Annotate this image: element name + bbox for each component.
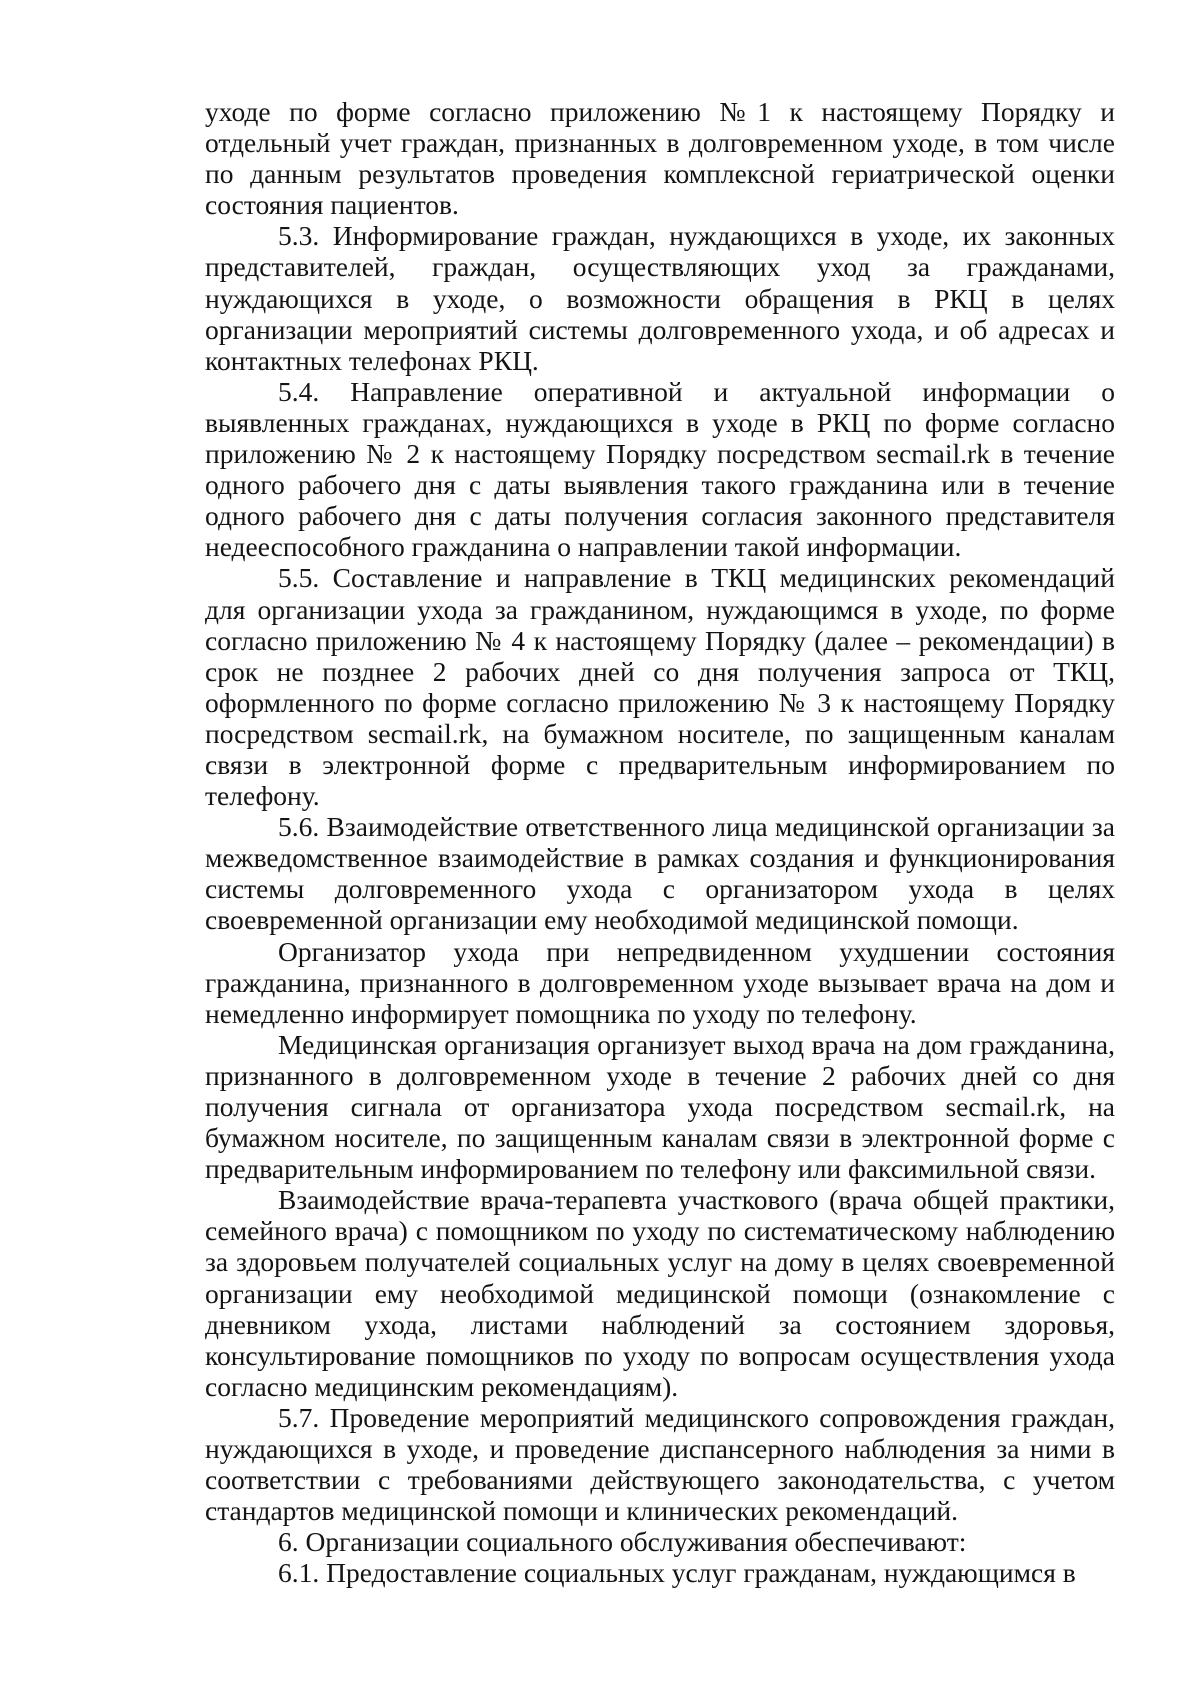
paragraph-therapist-interaction: Взаимодействие врача-терапевта участкового (врача общей практики, семейного врача) с помощником по уходу по систематическому наблюдению за здоровьем получателей социальных услуг на дому в целях своевременной организации ему необходимой медицинской помощи (ознакомление с дневником ухода, листами наблюдений за состоянием здоровья, консультирование помощников по уходу по вопросам осуществления ухода согласно медицинским рекомендациям).	[205, 1184, 1115, 1402]
paragraph-continuation: уходе по форме согласно приложению №1 к настоящему Порядку и отдельный учет граждан, признанных в долговременном уходе, в том числе по данным результатов проведения комплексной гериатрической оценки состояния пациентов.	[205, 96, 1115, 221]
document-body	[205, 96, 1115, 1589]
paragraph-5-3: 5.3. Информирование граждан, нуждающихся в уходе, их законных представителей, граждан, осуществляющих уход за гражданами, нуждающихся в уходе, о возможности обращения в РКЦ в целях организации мероприятий системы долговременного ухода, и об адресах и контактных телефонах РКЦ.	[205, 220, 1115, 376]
paragraph-6: 6. Организации социального обслуживания обеспечивают:	[278, 1526, 967, 1558]
paragraph-medical-organization: Медицинская организация организует выход врача на дом гражданина, признанного в долговременном уходе в течение 2 рабочих дней со дня получения сигнала от организатора ухода посредством secmail.rk, на бумажном носителе, по защищенным каналам связи в электронной форме с предварительным информированием по телефону или факсимильной связи.	[205, 1028, 1115, 1185]
paragraph-care-organizer: Организатор ухода при непредвиденном ухудшении состояния гражданина, признанного в долговременном уходе вызывает врача на дом и немедленно информирует помощника по уходу по телефону.	[205, 935, 1115, 1029]
paragraph-5-6: 5.6. Взаимодействие ответственного лица медицинской организации за межведомственное взаимодействие в рамках создания и функционирования системы долговременного ухода с организатором ухода в целях своевременной организации ему необходимой медицинской помощи.	[205, 811, 1115, 936]
paragraph-5-7: 5.7. Проведение мероприятий медицинского сопровождения граждан, нуждающихся в уходе, и проведение диспансерного наблюдения за ними в соответствии с требованиями действующего законодательства, с учетом стандартов медицинской помощи и клинических рекомендаций.	[205, 1401, 1115, 1527]
paragraph-5-5: 5.5. Составление и направление в ТКЦ медицинских рекомендаций для организации ухода за гражданином, нуждающимся в уходе, по форме согласно приложению № 4 к настоящему Порядку (далее – рекомендации) в срок не позднее 2 рабочих дней со дня получения запроса от ТКЦ, оформленного по форме согласно приложению № 3 к настоящему Порядку посредством secmail.rk, на бумажном носителе, по защищенным каналам связи в электронной форме с предварительным информированием по телефону.	[205, 562, 1115, 812]
paragraph-6-1: 6.1. Предоставление социальных услуг гражданам, нуждающимся в	[278, 1557, 1076, 1589]
paragraph-5-4: 5.4. Направление оперативной и актуальной информации о выявленных гражданах, нуждающихся в уходе в РКЦ по форме согласно приложению № 2 к настоящему Порядку посредством secmail.rk в течение одного рабочего дня с даты выявления такого гражданина или в течение одного рабочего дня с даты получения согласия законного представителя недееспособного гражданина о направлении такой информации.	[205, 375, 1115, 563]
